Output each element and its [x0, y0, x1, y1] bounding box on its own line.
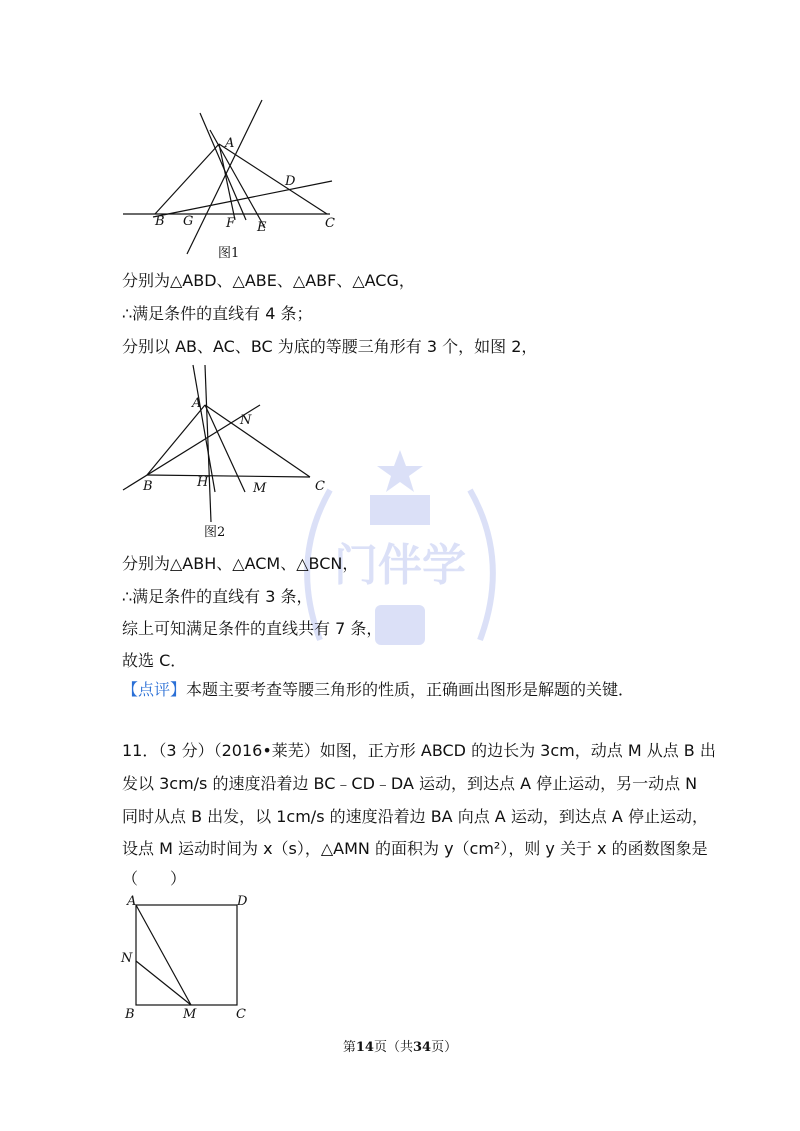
fig2-label-m: M: [253, 481, 267, 496]
fig1-label-c: C: [325, 216, 335, 231]
text-line: ∴满足条件的直线有 3 条，: [122, 587, 313, 606]
fig2-label-n: N: [240, 413, 252, 428]
text-line: 分别为△ABH、△ACM、△BCN，: [122, 554, 359, 573]
question-line: 设点 M 运动时间为 x（s），△AMN 的面积为 y（cm²），则 y 关于 x 的函数图象是: [122, 839, 708, 858]
fig1-label-g: G: [183, 214, 194, 229]
fig2-label-a: A: [192, 396, 202, 411]
figure-1: [115, 95, 345, 265]
fig2-label-c: C: [315, 479, 325, 494]
question-line: 发以 3cm/s 的速度沿着边 BC﹣CD﹣DA 运动，到达点 A 停止运动，另一动点 N: [122, 774, 698, 793]
fig3-label-m: M: [183, 1007, 197, 1022]
fig1-caption: 图1: [218, 246, 240, 261]
critique-text: 本题主要考查等腰三角形的性质，正确画出图形是解题的关键．: [186, 680, 635, 699]
fig3-label-c: C: [236, 1007, 246, 1022]
question-line: 同时从点 B 出发，以 1cm/s 的速度沿着边 BA 向点 A 运动，到达点 A 停止运动，: [122, 807, 708, 826]
figure-3: [115, 890, 260, 1025]
page-footer: 第14页（共34页）: [342, 1040, 458, 1055]
text-line: 综上可知满足条件的直线共有 7 条，: [122, 619, 383, 638]
text-line: 故选 C．: [122, 651, 187, 670]
fig1-label-e: E: [257, 220, 267, 235]
fig1-label-a: A: [225, 136, 235, 151]
text-line: 分别以 AB、AC、BC 为底的等腰三角形有 3 个，如图 2，: [122, 337, 538, 356]
fig1-label-b: B: [155, 214, 165, 229]
question-line: （ ）: [122, 869, 187, 888]
fig3-label-a: A: [127, 894, 137, 909]
text-line: 分别为△ABD、△ABE、△ABF、△ACG，: [122, 271, 415, 290]
fig3-label-n: N: [121, 951, 133, 966]
fig3-label-d: D: [237, 894, 248, 909]
critique-tag: 【点评】: [122, 680, 187, 699]
fig2-caption: 图2: [204, 525, 226, 540]
text-line: ∴满足条件的直线有 4 条；: [122, 304, 313, 323]
page-number: 14: [355, 1040, 374, 1055]
page-total: 34: [413, 1040, 432, 1055]
fig1-label-f: F: [226, 216, 236, 231]
fig2-label-b: B: [143, 479, 153, 494]
figure-2: [115, 362, 340, 542]
fig1-label-d: D: [285, 174, 296, 189]
fig3-label-b: B: [125, 1007, 135, 1022]
watermark-text: 门伴学: [334, 540, 466, 591]
fig2-label-h: H: [197, 475, 209, 490]
question-line: 11．（3 分）（2016•莱芜）如图，正方形 ABCD 的边长为 3cm，动点 M 从点 B 出: [122, 741, 716, 760]
critique-line: [122, 679, 634, 701]
